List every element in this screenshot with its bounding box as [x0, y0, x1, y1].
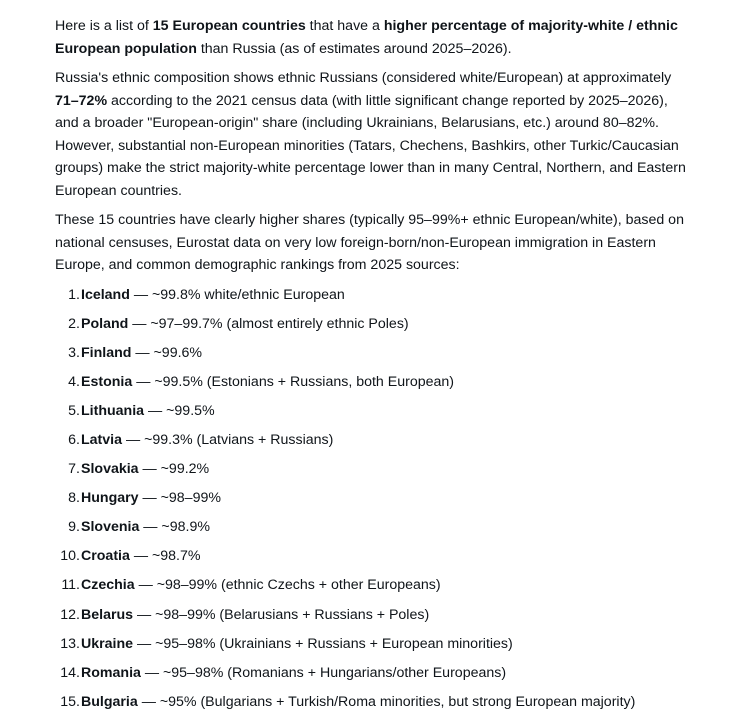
list-item — [55, 313, 695, 342]
country-name: Lithuania — [81, 402, 145, 419]
list-item-number: 4. — [68, 373, 80, 390]
country-name: Belarus — [81, 606, 134, 623]
country-list — [55, 284, 695, 720]
country-name: Bulgaria — [81, 693, 138, 710]
list-item-body — [81, 545, 200, 574]
list-item-body — [81, 313, 409, 342]
intro-paragraph — [55, 15, 695, 60]
list-item — [55, 691, 695, 720]
country-name: Slovenia — [81, 519, 140, 536]
country-name: Romania — [81, 664, 141, 681]
country-name: Hungary — [81, 490, 139, 507]
intro-bold-count: 15 European countries — [152, 18, 306, 34]
response-content — [55, 15, 695, 720]
list-item-body — [81, 691, 635, 720]
list-item-number: 7. — [68, 461, 80, 478]
country-detail: — ~98–99% — [138, 490, 221, 507]
list-item-number: 5. — [68, 402, 80, 419]
intro-text: than Russia (as of estimates around 2025–2026). — [196, 40, 512, 57]
list-item — [55, 604, 695, 633]
list-item-number: 13. — [60, 635, 80, 652]
list-item — [55, 342, 695, 371]
country-detail: — ~95% (Bulgarians + Turkish/Roma minorities, but strong European majority) — [137, 693, 636, 710]
list-item-body — [81, 574, 441, 603]
country-name: Croatia — [81, 548, 130, 565]
list-item-number: 12. — [60, 606, 80, 623]
country-detail: — ~95–98% (Ukrainians + Russians + European minorities) — [133, 635, 513, 652]
list-item — [55, 633, 695, 662]
list-item-body — [81, 633, 513, 662]
list-item — [55, 458, 695, 487]
list-item-number: 1. — [68, 286, 80, 303]
list-item-body — [81, 487, 221, 516]
country-detail: — ~99.6% — [131, 344, 203, 361]
country-detail: — ~99.8% white/ethnic European — [129, 286, 345, 303]
list-item-body — [81, 342, 202, 371]
list-item — [55, 284, 695, 313]
list-item-number: 15. — [60, 693, 80, 710]
list-item — [55, 516, 695, 545]
intro-text: Here is a list of — [55, 18, 153, 34]
list-item-number: 2. — [68, 315, 80, 332]
country-name: Poland — [81, 315, 129, 332]
list-item-number: 6. — [68, 431, 80, 448]
country-name: Estonia — [81, 373, 133, 390]
russia-text: Russia's ethnic composition shows ethnic Russians (considered white/European) at approximately — [55, 70, 672, 86]
list-item-body — [81, 662, 506, 691]
country-detail: — ~99.5% — [144, 402, 215, 419]
criteria-paragraph: These 15 countries have clearly higher shares (typically 95–99%+ ethnic European/white), based on national censuses, Eurostat data on very low foreign-born/non-European immigration in Eastern Europe, and common demographic rankings from 2025 sources: — [55, 212, 684, 273]
list-item-body — [81, 429, 333, 458]
country-detail: — ~97–99.7% (almost entirely ethnic Poles) — [128, 315, 409, 332]
country-detail: — ~95–98% (Romanians + Hungarians/other Europeans) — [140, 664, 507, 681]
list-item-body — [81, 400, 215, 429]
country-name: Slovakia — [81, 461, 139, 478]
intro-bold-criterion: higher percentage of majority-white / ethnic European population — [55, 18, 678, 57]
country-detail: — ~99.5% (Estonians + Russians, both European) — [132, 373, 455, 390]
country-name: Iceland — [81, 286, 130, 303]
list-item-number: 8. — [68, 490, 80, 507]
list-item-body — [81, 458, 209, 487]
country-detail: — ~98–99% (ethnic Czechs + other Europeans) — [134, 577, 441, 594]
country-detail: — ~98–99% (Belarusians + Russians + Poles) — [133, 606, 430, 623]
list-item — [55, 487, 695, 516]
list-item-body — [81, 604, 429, 633]
list-item-number: 11. — [61, 577, 80, 594]
country-detail: — ~98.9% — [139, 519, 210, 536]
list-item — [55, 429, 695, 458]
country-detail: — ~99.3% (Latvians + Russians) — [122, 431, 334, 448]
russia-paragraph — [55, 67, 695, 202]
russia-bold-percentage: 71–72% — [55, 92, 108, 109]
list-item-number: 9. — [68, 519, 80, 536]
list-item-body — [81, 516, 210, 545]
country-name: Czechia — [81, 577, 135, 594]
list-item — [55, 662, 695, 691]
intro-text: that have a — [305, 18, 384, 34]
list-item-body — [81, 371, 454, 400]
country-detail: — ~98.7% — [129, 548, 201, 565]
country-name: Finland — [81, 344, 132, 361]
country-name: Ukraine — [81, 635, 134, 652]
country-name: Latvia — [81, 431, 123, 448]
country-detail: — ~99.2% — [138, 461, 210, 478]
list-item — [55, 371, 695, 400]
list-item-number: 3. — [68, 344, 80, 361]
list-item-number: 14. — [60, 664, 80, 681]
list-item-number: 10. — [60, 548, 80, 565]
list-item — [55, 545, 695, 574]
list-item-body — [81, 284, 345, 313]
russia-text: according to the 2021 census data (with little significant change reported by 2025–2026), and a broader "European-origin" share (including Ukrainians, Belarusians, etc.) around 80–82%. However, substantial non-European minorities (Tatars, Chechens, Bashkirs, other Turkic/Caucasian groups) make the strict majority-white percentage lower than in many Central, Northern, and Eastern European countries. — [55, 92, 686, 199]
list-item — [55, 400, 695, 429]
list-item — [55, 574, 695, 603]
